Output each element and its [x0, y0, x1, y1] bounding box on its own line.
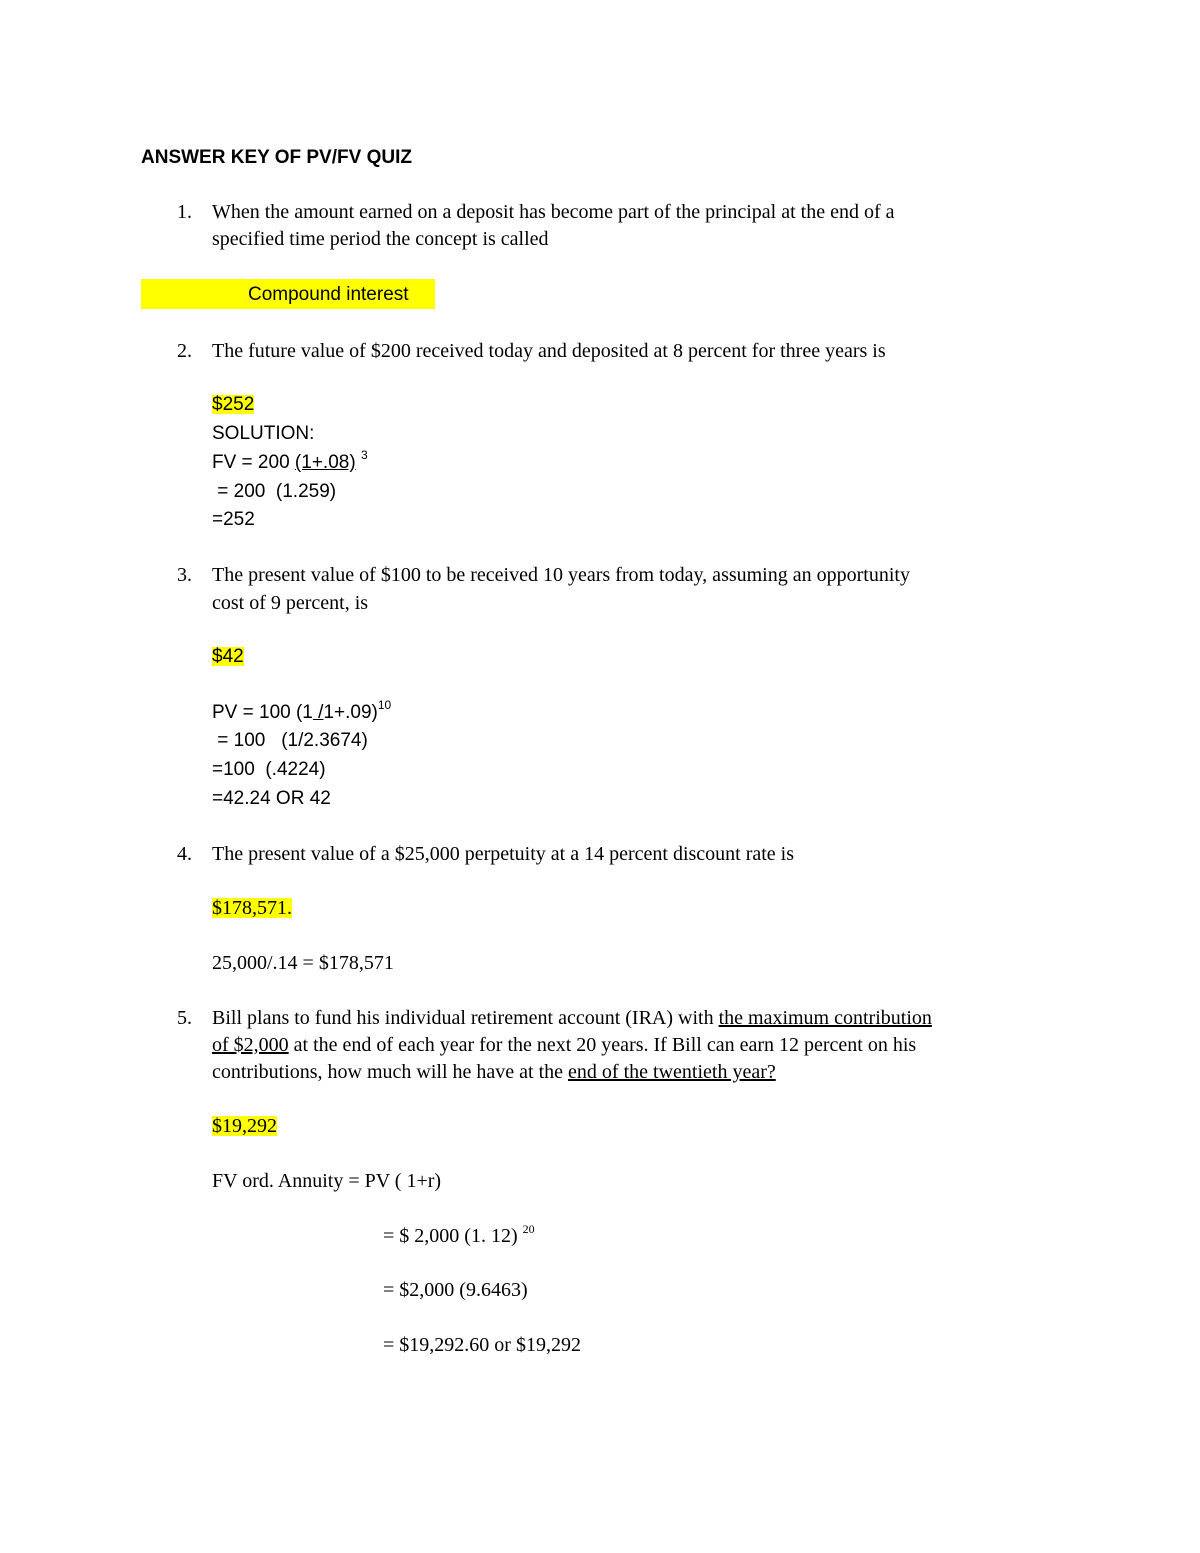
q4-calculation: 25,000/.14 = $178,571 — [212, 952, 394, 974]
q2-number: 2. — [177, 340, 192, 362]
q5-line2-underlined: of $2,000 — [212, 1034, 289, 1056]
q2-answer: $252 — [212, 394, 255, 415]
page-title: ANSWER KEY OF PV/FV QUIZ — [141, 147, 412, 168]
q2-text: The future value of $200 received today and deposited at 8 percent for three years is — [212, 340, 886, 362]
q3-step4: =42.24 OR 42 — [212, 788, 331, 809]
q3-step1-underlined: / — [312, 702, 324, 723]
q5-step1 — [383, 1222, 535, 1247]
q5-step1-exponent: 20 — [522, 1222, 535, 1236]
q2-step2: = 200 (1.259) — [212, 481, 337, 502]
q2-step1 — [212, 448, 368, 473]
q3-step2: = 100 (1/2.3674) — [212, 730, 368, 751]
q1-number: 1. — [177, 201, 192, 223]
q3-step1-exponent: 10 — [377, 698, 392, 712]
q5-text-line2 — [212, 1035, 916, 1055]
q1-answer: Compound interest — [248, 284, 409, 305]
q3-answer: $42 — [212, 646, 244, 667]
q3-number: 3. — [177, 564, 192, 586]
q2-step1-underlined: (1+.08) — [294, 452, 356, 473]
q5-line2-post: at the end of each year for the next 20 years. If Bill can earn 12 percent on his — [288, 1034, 917, 1056]
q3-text-line2: cost of 9 percent, is — [212, 592, 369, 614]
q2-solution-label: SOLUTION: — [212, 423, 315, 444]
q3-step3: =100 (.4224) — [212, 759, 326, 780]
q2-step1-exponent: 3 — [360, 448, 368, 462]
q5-text-line1 — [212, 1008, 932, 1028]
q3-text-line1: The present value of $100 to be received 10 years from today, assuming an opportunity — [212, 564, 910, 586]
q3-step1-pre: PV = 100 (1 — [212, 702, 313, 723]
q5-formula: FV ord. Annuity = PV ( 1+r) — [212, 1170, 442, 1192]
q5-answer: $19,292 — [212, 1115, 277, 1137]
q2-step3: =252 — [212, 509, 255, 530]
q1-text-line1: When the amount earned on a deposit has become part of the principal at the end of a — [212, 201, 895, 223]
q5-step2: = $2,000 (9.6463) — [383, 1279, 528, 1301]
q3-step1-post: 1+.09) — [323, 702, 378, 723]
q1-text-line2: specified time period the concept is called — [212, 228, 549, 250]
q4-number: 4. — [177, 843, 192, 865]
q4-answer: $178,571. — [212, 897, 292, 919]
q5-line3-pre: contributions, how much will he have at the — [212, 1061, 569, 1083]
q4-text: The present value of a $25,000 perpetuity at a 14 percent discount rate is — [212, 843, 795, 865]
q5-line1-pre: Bill plans to fund his individual retirement account (IRA) with — [212, 1007, 719, 1029]
q5-step1-text: = $ 2,000 (1. 12) — [383, 1225, 518, 1247]
q5-text-line3 — [212, 1062, 776, 1082]
q3-step1 — [212, 698, 392, 723]
q5-step3: = $19,292.60 or $19,292 — [383, 1334, 581, 1356]
q5-line1-underlined: the maximum contribution — [718, 1007, 932, 1029]
q5-number: 5. — [177, 1007, 192, 1029]
q5-line3-underlined: end of the twentieth year? — [568, 1061, 776, 1083]
q2-step1-pre: FV = 200 — [212, 452, 295, 473]
